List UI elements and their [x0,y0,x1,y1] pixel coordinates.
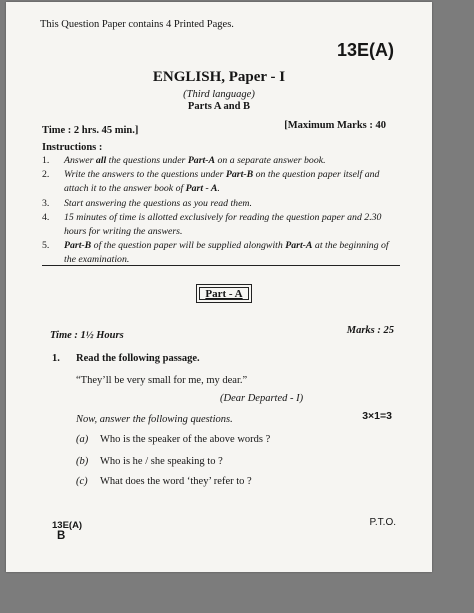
instruction-number: 1. [42,155,50,166]
instruction-text: 15 minutes of time is allotted exclusively for reading the question paper and 2.30 hours for writing the answers. [64,211,382,238]
question-heading: Read the following passage. [76,353,200,364]
question-instruction: Now, answer the following questions. [76,414,233,425]
instruction-text: Write the answers to the questions under Part-B on the question paper itself and attach it to the answer book of Part - A. [64,169,380,195]
instruction-number: 5. [42,240,50,252]
instruction-number: 4. [42,211,50,223]
instruction-number: 2. [42,169,50,181]
instruction-item [42,197,394,211]
sub-question [76,476,252,487]
sub-question-text: Who is he / she speaking to ? [100,456,223,467]
instructions-heading: Instructions : [42,142,103,153]
instruction-item [42,239,394,267]
question-marks: 3×1=3 [362,410,392,422]
maximum-marks: [Maximum Marks : 40 [284,120,386,131]
sub-question [76,434,270,445]
paper-parts: Parts A and B [187,101,251,112]
sub-question [76,456,223,467]
instruction-text: Part-B of the question paper will be supplied alongwith Part-A at the beginning of the examination. [64,240,389,266]
time-allowed: Time : 2 hrs. 45 min.] [42,125,139,136]
passage-source: (Dear Departed - I) [220,393,304,404]
paper-code: 13E(A) [336,40,394,60]
please-turn-over: P.T.O. [369,517,396,528]
question-number: 1. [52,353,60,364]
part-a-time: Time : 1½ Hours [50,330,124,341]
instruction-item [42,211,394,239]
part-a-label: Part - A [199,287,249,300]
sub-question-text: What does the word ‘they’ refer to ? [100,476,252,487]
footer-paper-code: 13E(A) [52,520,83,531]
sub-question-label: (c) [76,476,88,487]
instructions-list [42,154,394,268]
question-paper-page [6,2,432,572]
section-divider [42,265,400,266]
sub-question-text: Who is the speaker of the above words ? [100,434,271,445]
printed-pages-note: This Question Paper contains 4 Printed Pages. [40,19,234,30]
sub-question-label: (a) [76,434,89,445]
footer-series: B [57,530,66,542]
instruction-text: Answer all the questions under Part-A on a separate answer book. [64,155,326,166]
passage-quote: “They’ll be very small for me, my dear.” [76,375,248,386]
instruction-text: Start answering the questions as you read them. [64,197,252,209]
instruction-number: 3. [42,197,50,209]
instruction-item [42,154,394,168]
instruction-item [42,168,394,196]
paper-title: ENGLISH, Paper - I [152,69,286,85]
part-a-marks: Marks : 25 [346,325,394,336]
paper-subtitle: (Third language) [183,89,255,100]
sub-question-label: (b) [76,456,89,467]
part-a-box [196,284,252,303]
